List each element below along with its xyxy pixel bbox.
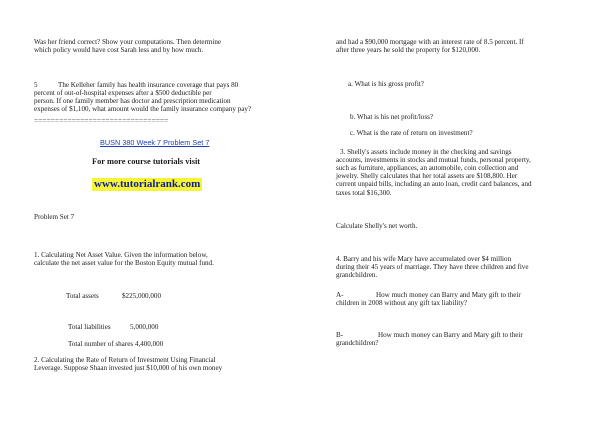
question-3-line-2: accounts, investments in stocks and mutual funds, personal property, (336, 156, 531, 164)
total-liabilities-label: Total liabilities (68, 323, 111, 331)
question-5-line-3: person. If one family member has doctor and prescription medication (34, 97, 231, 105)
question-3-line-5: current unpaid bills, including an auto loan, credit card balances, and (336, 180, 532, 188)
question-2-line-1: 2. Calculating the Rate of Return of Investment Using Financial (34, 356, 216, 364)
course-link[interactable]: BUSN 380 Week 7 Problem Set 7 (100, 138, 210, 147)
question-1-line-2: calculate the net asset value for the Boston Equity mutual fund. (34, 259, 214, 267)
question-5-line-2: percent of out-of-hospital expenses after a $500 deductible per (34, 89, 212, 97)
intro-line-2: which policy would have cost Sarah less and by how much. (34, 46, 204, 54)
question-3-ask: Calculate Shelly's net worth. (336, 222, 418, 230)
continued-line-2: after three years he sold the property for $120,000. (336, 46, 481, 54)
question-4-line-1: 4. Barry and his wife Mary have accumulated over $4 million (336, 255, 512, 263)
question-5-number: 5 (34, 81, 38, 89)
question-a: a. What is his gross profit? (348, 80, 424, 88)
question-4-line-2: during their 45 years of marriage. They have three children and five (336, 263, 529, 271)
question-3-line-3: such as furniture, appliances, an automobile, coin collection and (336, 164, 519, 172)
question-4-line-3: grandchildren. (336, 271, 378, 279)
problem-set-title: Problem Set 7 (34, 213, 75, 221)
question-B-label: B- (336, 331, 344, 339)
question-B-line-1: How much money can Barry and Mary gift to their (378, 331, 523, 339)
question-A-label: A- (336, 291, 344, 299)
question-B-line-2: grandchildren? (336, 339, 379, 347)
question-3-line-6: taxes total $16,300. (336, 189, 392, 197)
intro-line-1: Was her friend correct? Show your computations. Then determine (34, 38, 222, 46)
question-2-line-2: Leverage. Suppose Shaan invested just $10,000 of his own money (34, 364, 223, 372)
total-assets-value: $225,000,000 (122, 292, 162, 300)
promo-text: For more course tutorials visit (92, 157, 201, 166)
question-5-line-4: expenses of $1,100, what amount would the family insurance company pay? (34, 105, 252, 113)
divider-line: ================================ (34, 117, 169, 125)
continued-line-1: and had a $90,000 mortgage with an interest rate of 8.5 percent. If (336, 38, 524, 46)
question-b: b. What is his net profit/loss? (350, 113, 434, 121)
site-banner[interactable]: www.tutorialrank.com (94, 178, 201, 190)
question-3-line-1: 3. Shelly's assets include money in the checking and savings (340, 148, 512, 156)
question-1-line-1: 1. Calculating Net Asset Value. Given the information below, (34, 251, 208, 259)
question-3-line-4: jewelry. Shelly calculates that her total assets are $108,800. Her (336, 172, 518, 180)
total-assets-label: Total assets (66, 292, 99, 300)
question-5-line-1: The Kelleher family has health insurance coverage that pays 80 (58, 81, 239, 89)
total-shares: Total number of shares 4,400,000 (68, 340, 164, 348)
question-A-line-1: How much money can Barry and Mary gift to their (376, 291, 521, 299)
total-liabilities-value: 5,000,000 (130, 323, 159, 331)
question-A-line-2: children in 2008 without any gift tax liability? (336, 299, 468, 307)
question-c: c. What is the rate of return on investment? (350, 129, 473, 137)
